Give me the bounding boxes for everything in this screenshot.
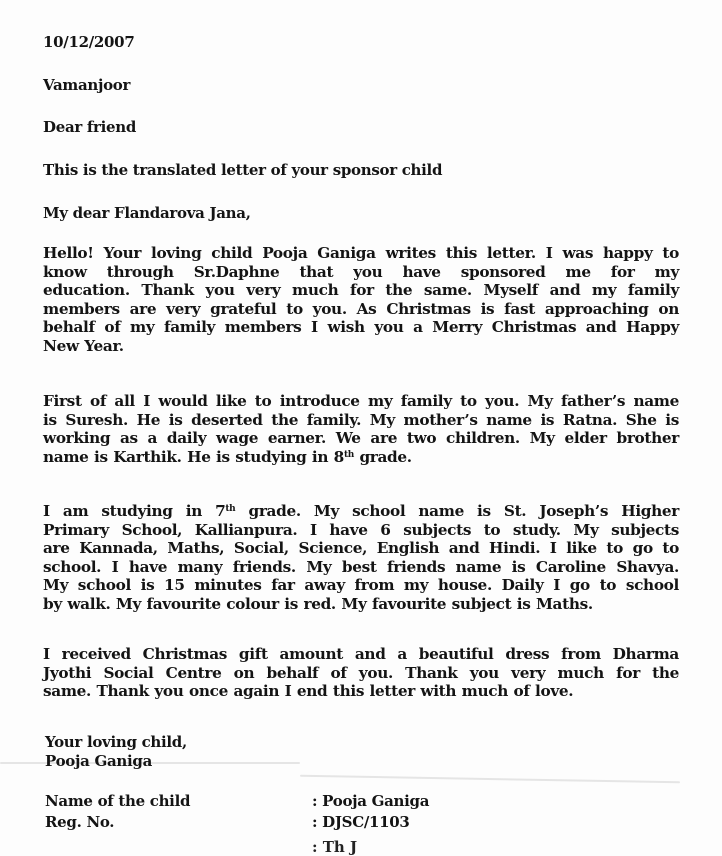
ordinal-suffix: th bbox=[225, 504, 236, 514]
text-line: same. Thank you once again I end this letter with much of love. bbox=[43, 682, 574, 700]
text-line: school. I have many friends. My best friends name is Caroline Shavya. bbox=[43, 557, 679, 576]
text-run: grade. bbox=[353, 447, 412, 466]
text-line: behalf of my family members I wish you a Merry Christmas and Happy bbox=[43, 318, 679, 336]
cutoff-field-row bbox=[312, 838, 472, 856]
text-line: working as a daily wage earner. We are two children. My elder brother bbox=[43, 429, 679, 447]
field-label: Name of the child bbox=[45, 792, 191, 810]
text-line bbox=[43, 502, 679, 521]
text-run: name is Karthik. He is studying in 8 bbox=[43, 447, 344, 466]
paragraph-thanks bbox=[43, 645, 679, 701]
text-line: First of all I would like to introduce my family to you. My father’s name bbox=[43, 392, 679, 410]
text-run: grade. My school name is St. Joseph’s Higher bbox=[235, 502, 679, 520]
field-label: Reg. No. bbox=[45, 813, 115, 831]
translation-note: This is the translated letter of your sponsor child bbox=[43, 161, 443, 179]
field-row bbox=[45, 792, 645, 813]
text-line: Jyothi Social Centre on behalf of you. Thank you very much for the bbox=[43, 663, 679, 682]
paragraph-school bbox=[43, 502, 679, 613]
child-details bbox=[45, 792, 645, 834]
signature-name: Pooja Ganiga bbox=[45, 752, 152, 770]
text-line: by walk. My favourite colour is red. My favourite subject is Maths. bbox=[43, 594, 593, 613]
field-value: : Pooja Ganiga bbox=[312, 792, 430, 810]
greeting-general: Dear friend bbox=[43, 118, 137, 136]
field-value: : DJSC/1103 bbox=[312, 813, 410, 831]
text-line: Primary School, Kallianpura. I have 6 subjects to study. My subjects bbox=[43, 520, 679, 539]
scan-smudge bbox=[300, 775, 680, 784]
text-line: is Suresh. He is deserted the family. My mother’s name is Ratna. She is bbox=[43, 410, 679, 429]
cutoff-text: : Th J bbox=[312, 838, 358, 856]
field-row bbox=[45, 813, 645, 834]
text-line: members are very grateful to you. As Christmas is fast approaching on bbox=[43, 299, 679, 318]
text-line: know through Sr.Daphne that you have sponsored me for my bbox=[43, 262, 679, 281]
letter-place: Vamanjoor bbox=[43, 76, 131, 94]
salutation: My dear Flandarova Jana, bbox=[43, 204, 251, 222]
text-line: I received Christmas gift amount and a beautiful dress from Dharma bbox=[43, 645, 679, 663]
text-line: education. Thank you very much for the same. Myself and my family bbox=[43, 281, 679, 299]
ordinal-suffix: th bbox=[343, 449, 354, 460]
paragraph-greeting bbox=[43, 244, 679, 355]
closing-line: Your loving child, bbox=[45, 733, 187, 751]
text-line: Hello! Your loving child Pooja Ganiga writes this letter. I was happy to bbox=[43, 244, 679, 262]
text-run: I am studying in 7 bbox=[43, 502, 226, 520]
text-line: are Kannada, Maths, Social, Science, English and Hindi. I like to go to bbox=[43, 539, 679, 557]
text-line: My school is 15 minutes far away from my house. Daily I go to school bbox=[43, 576, 679, 594]
paragraph-family bbox=[43, 392, 679, 466]
letter-date: 10/12/2007 bbox=[43, 33, 135, 51]
text-line bbox=[43, 448, 679, 467]
text-line: New Year. bbox=[43, 336, 124, 355]
